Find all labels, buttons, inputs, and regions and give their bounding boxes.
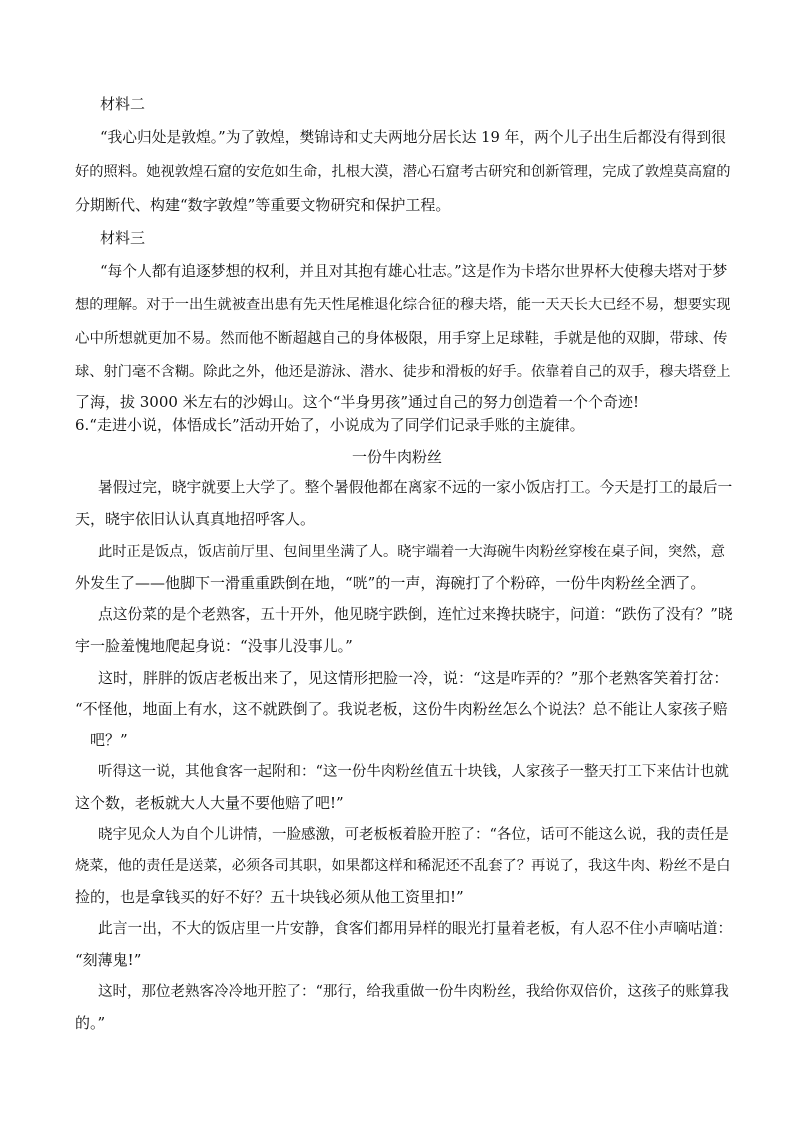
story-title: 一份牛肉粉丝 xyxy=(351,448,442,466)
material2-line-3: 分期断代、构建“数字敦煌”等重要文物研究和保护工程。 xyxy=(75,196,451,214)
story-line-13: 烧菜，他的责任是送菜，必须各司其职，如果都这样和稀泥还不乱套了？再说了，我这牛肉、粉丝不是白 xyxy=(75,858,731,874)
material3-heading: 材料三 xyxy=(100,229,146,247)
story-line-3: 此时正是饭点，饭店前厅里、包间里坐满了人。晓宇端着一大海碗牛肉粉丝穿梭在桌子间，突然，意 xyxy=(98,544,726,560)
material3-line-4: 球、射门毫不含糊。除此之外，他还是游泳、潜水、徒步和滑板的好手。依靠着自己的双手，穆夫塔登上 xyxy=(75,364,731,380)
material3-line-5: 了海，拔 3000 米左右的沙姆山。这个“半身男孩”通过自己的努力创造着一个个奇迹! xyxy=(75,393,640,411)
material3-line-1: “每个人都有追逐梦想的权利，并且对其抱有雄心壮志。”这是作为卡塔尔世界杯大使穆夫塔对于梦 xyxy=(100,263,728,280)
story-line-4: 外发生了——他脚下一滑重重跌倒在地，“咣”的一声，海碗打了个粉碎，一份牛肉粉丝全洒了。 xyxy=(75,574,706,592)
story-line-2: 天，晓宇依旧认认真真地招呼客人。 xyxy=(75,510,316,528)
material2-heading: 材料二 xyxy=(100,95,146,113)
material2-line-2: 好的照料。她视敦煌石窟的安危如生命，扎根大漠，潜心石窟考古研究和创新管理，完成了敦煌莫高窟的 xyxy=(75,164,731,180)
story-line-10: 听得这一说，其他食客一起附和：“这一份牛肉粉丝值五十块钱，人家孩子一整天打工下来估计也就 xyxy=(98,764,729,780)
story-line-14: 捡的，也是拿钱买的好不好？五十块钱必须从他工资里扣!” xyxy=(75,888,464,906)
story-line-17: 这时，那位老熟客冷冷地开腔了：“那行，给我重做一份牛肉粉丝，我给你双倍价，这孩子的账算我 xyxy=(98,984,729,1000)
material2-line-1: “我心归处是敦煌。”为了敦煌，樊锦诗和丈夫两地分居长达 19 年，两个儿子出生后都没有得到很 xyxy=(100,129,726,146)
story-line-12: 晓宇见众人为自个儿讲情，一脸感激，可老板板着脸开腔了：“各位，话可不能这么说，我的责任是 xyxy=(98,827,729,843)
story-line-5: 点这份菜的是个老熟客，五十开外，他见晓宇跌倒，连忙过来搀扶晓宇，问道：“跌伤了没有？”晓 xyxy=(98,606,733,623)
story-line-16: “刻薄鬼!” xyxy=(75,951,142,969)
story-line-11: 这个数，老板就大人大量不要他赔了吧!” xyxy=(75,794,344,812)
story-line-9: 吧？” xyxy=(90,731,128,749)
material3-line-2: 想的理解。对于一出生就被查出患有先天性尾椎退化综合征的穆夫塔，能一天天长大已经不易，想要实现 xyxy=(75,297,731,313)
material3-line-3: 心中所想就更加不易。然而他不断超越自己的身体极限，用手穿上足球鞋，手就是他的双脚，带球、传 xyxy=(75,331,728,347)
story-line-1: 暑假过完，晓宇就要上大学了。整个暑假他都在离家不远的一家小饭店打工。今天是打工的最后一 xyxy=(98,479,733,496)
story-line-7: 这时，胖胖的饭店老板出来了，见这情形把脸一冷，说：“这是咋弄的？”那个老熟客笑着打岔： xyxy=(98,669,729,687)
story-line-15: 此言一出，不大的饭店里一片安静，食客们都用异样的眼光打量着老板，有人忍不住小声嘀咕道： xyxy=(98,920,733,937)
story-line-6: 宇一脸羞愧地爬起身说：“没事儿没事儿。” xyxy=(75,637,353,655)
story-line-18: 的。” xyxy=(75,1014,106,1032)
question-6: 6.“走进小说，体悟成长”活动开始了，小说成为了同学们记录手账的主旋律。 xyxy=(75,416,585,434)
story-line-8: “不怪他，地面上有水，这不就跌倒了。我说老板，这份牛肉粉丝怎么个说法？总不能让人家孩子赔 xyxy=(75,700,728,718)
